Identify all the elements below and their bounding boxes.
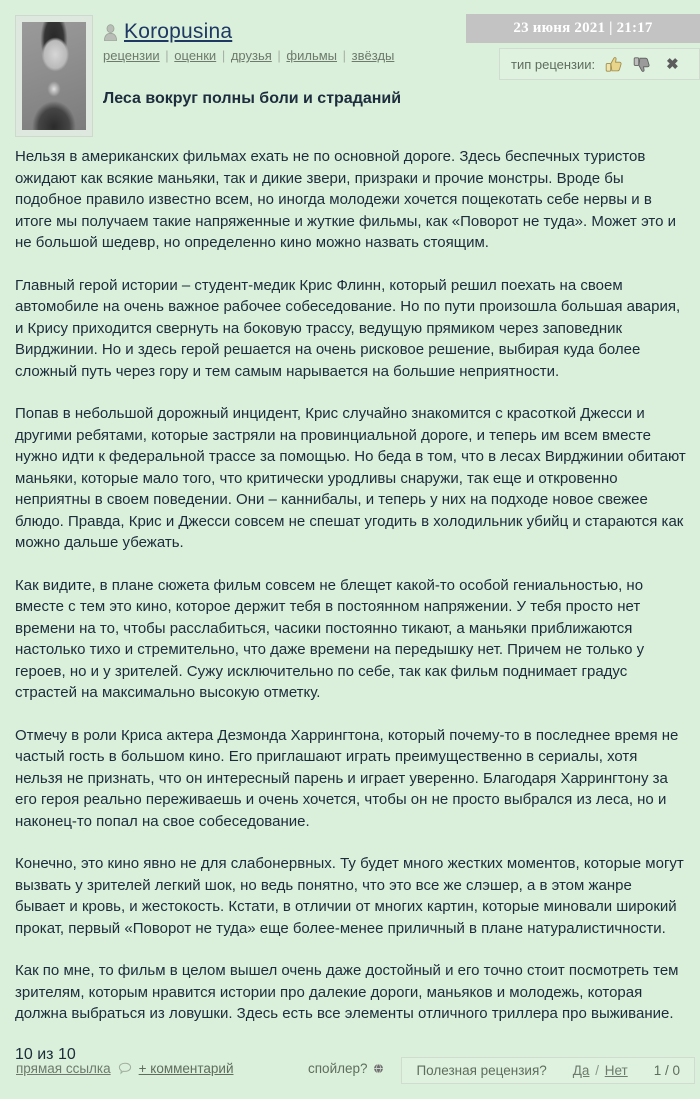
review-rating: 10 из 10 bbox=[15, 1045, 76, 1063]
avatar-photo bbox=[22, 22, 86, 130]
nav-separator-1: | bbox=[165, 48, 169, 63]
username-row bbox=[103, 18, 394, 46]
review-paragraph: Как видите, в плане сюжета фильм совсем не блещет какой-то особой гениальностью, но вместе с тем это кино, которое держит тебя в постоянном напряжении. У тебя просто нет времени на то, чтобы расслабиться, часики постоянно тикают, а маньяки приближаются настолько тихо и стремительно, что даже времени на передышку нет. Причем не только у героев, но и у зрителей. Сужу исключительно по себе, так как фильм поднимает градус страстей на максимально высокую отметку. bbox=[15, 576, 645, 701]
user-icon bbox=[103, 24, 118, 41]
vote-separator: / bbox=[595, 1063, 599, 1078]
vote-count: 1 / 0 bbox=[653, 1063, 680, 1078]
page-title: Леса вокруг полны боли и страданий bbox=[103, 90, 402, 107]
speech-bubble-icon bbox=[118, 1062, 132, 1075]
vote-no-link[interactable]: Нет bbox=[604, 1063, 628, 1078]
user-identity-block bbox=[103, 18, 394, 63]
review-header bbox=[0, 0, 700, 146]
footer-left-actions bbox=[16, 1061, 233, 1076]
sphere-icon[interactable] bbox=[373, 1063, 384, 1074]
useful-review-box bbox=[401, 1057, 695, 1084]
spoiler-label: спойлер? bbox=[308, 1061, 368, 1076]
user-nav bbox=[103, 48, 394, 63]
add-comment-link[interactable]: + комментарий bbox=[138, 1061, 234, 1076]
close-icon[interactable]: ✖ bbox=[666, 55, 679, 73]
review-paragraph: Попав в небольшой дорожный инцидент, Крис случайно знакомится с красоткой Джесси и другими ребятами, которые застряли на провинциальной дороге, и теперь им всем вместе нужно идти к федеральной трассе за помощью. Но беда в том, что в лесах Вирджинии обитают маньяки, которые мало того, что критически уродливы снаружи, так еще и откровенно неприятны в своем поведении. Они – каннибалы, и теперь у них на подходе новое свежее блюдо. Правда, Крис и Джесси совсем не спешат угодить в холодильник убийц и стараются как можно дальше убежать. bbox=[15, 405, 686, 551]
review-type-selector bbox=[499, 48, 700, 80]
username-link[interactable]: Koropusina bbox=[124, 20, 233, 43]
thumbs-up-icon[interactable] bbox=[604, 55, 623, 74]
nav-separator-4: | bbox=[342, 48, 347, 63]
sidebar-item-friends[interactable]: друзья bbox=[230, 48, 272, 63]
useful-review-label: Полезная рецензия? bbox=[416, 1063, 547, 1078]
review-paragraph: Как по мне, то фильм в целом вышел очень даже достойный и его точно стоит посмотреть тем зрителям, которым нравится истории про далекие дороги, маньяков и молодежь, которая должна выбраться из ловушки. Здесь есть все элементы отличного триллера про выживание. bbox=[15, 962, 679, 1022]
sidebar-item-films[interactable]: фильмы bbox=[286, 48, 338, 63]
permalink-link[interactable]: прямая ссылка bbox=[16, 1061, 111, 1076]
avatar[interactable] bbox=[15, 15, 93, 137]
review-paragraph: Нельзя в американских фильмах ехать не по основной дороге. Здесь беспечных туристов ожидают как всякие маньяки, так и дикие звери, призраки и прочие монстры. Вроде бы подобное правило известно всем, но иногда молодежи хочется пощекотать себе нервы и в итоге мы получаем такие напряженные и жуткие фильмы, как «Поворот не туда». Может это и не большой шедевр, но определенно кино можно назвать стоящим. bbox=[15, 148, 677, 251]
sidebar-item-stars[interactable]: звёзды bbox=[351, 48, 395, 63]
vote-yes-link[interactable]: Да bbox=[572, 1063, 590, 1078]
review-type-label: тип рецензии: bbox=[511, 56, 596, 72]
nav-separator-2: | bbox=[221, 48, 226, 63]
review-body bbox=[0, 146, 700, 1064]
thumbs-down-icon[interactable] bbox=[632, 55, 651, 74]
sidebar-item-reviews[interactable]: рецензии bbox=[103, 48, 160, 63]
nav-separator-3: | bbox=[277, 48, 281, 63]
review-paragraph: Конечно, это кино явно не для слабонервных. Ту будет много жестких моментов, которые могут вызвать у зрителей легкий шок, но ведь понятно, что это все же слэшер, а в этом жанре бывает и кровь, и жестокость. Кстати, в отличии от многих картин, которые миновали широкий прокат, первый «Поворот не туда» еще более-менее приличный в плане натуралистичности. bbox=[15, 855, 684, 937]
useful-vote-group bbox=[573, 1063, 628, 1078]
sidebar-item-ratings[interactable]: оценки bbox=[174, 48, 217, 63]
spoiler-toggle[interactable] bbox=[308, 1061, 384, 1076]
review-paragraph: Главный герой истории – студент-медик Крис Флинн, который решил поехать на своем автомобиле на очень важное рабочее собеседование. Но по пути произошла большая авария, и Крису приходится свернуть на боковую трассу, ведущую прямиком через заповедник Вирджинии. Но и здесь герой решается на очень рисковое решение, выбирая куда более сложный путь через гору и тем самым нарывается на большие неприятности. bbox=[15, 276, 681, 380]
review-footer bbox=[0, 1051, 700, 1099]
date-badge: 23 июня 2021 | 21:17 bbox=[466, 14, 700, 43]
review-paragraph: Отмечу в роли Криса актера Дезмонда Харрингтона, который почему-то в последнее время не частый гость в большом кино. Его приглашают играть преимущественно в сериалы, хотя нельзя не признать, что он интересный парень и играет уверенно. Благодаря Харрингтону за его героя реально переживаешь и очень хочется, чтобы он не просто выбрался из леса, но и наконец-то попал на свое собеседование. bbox=[15, 726, 679, 830]
